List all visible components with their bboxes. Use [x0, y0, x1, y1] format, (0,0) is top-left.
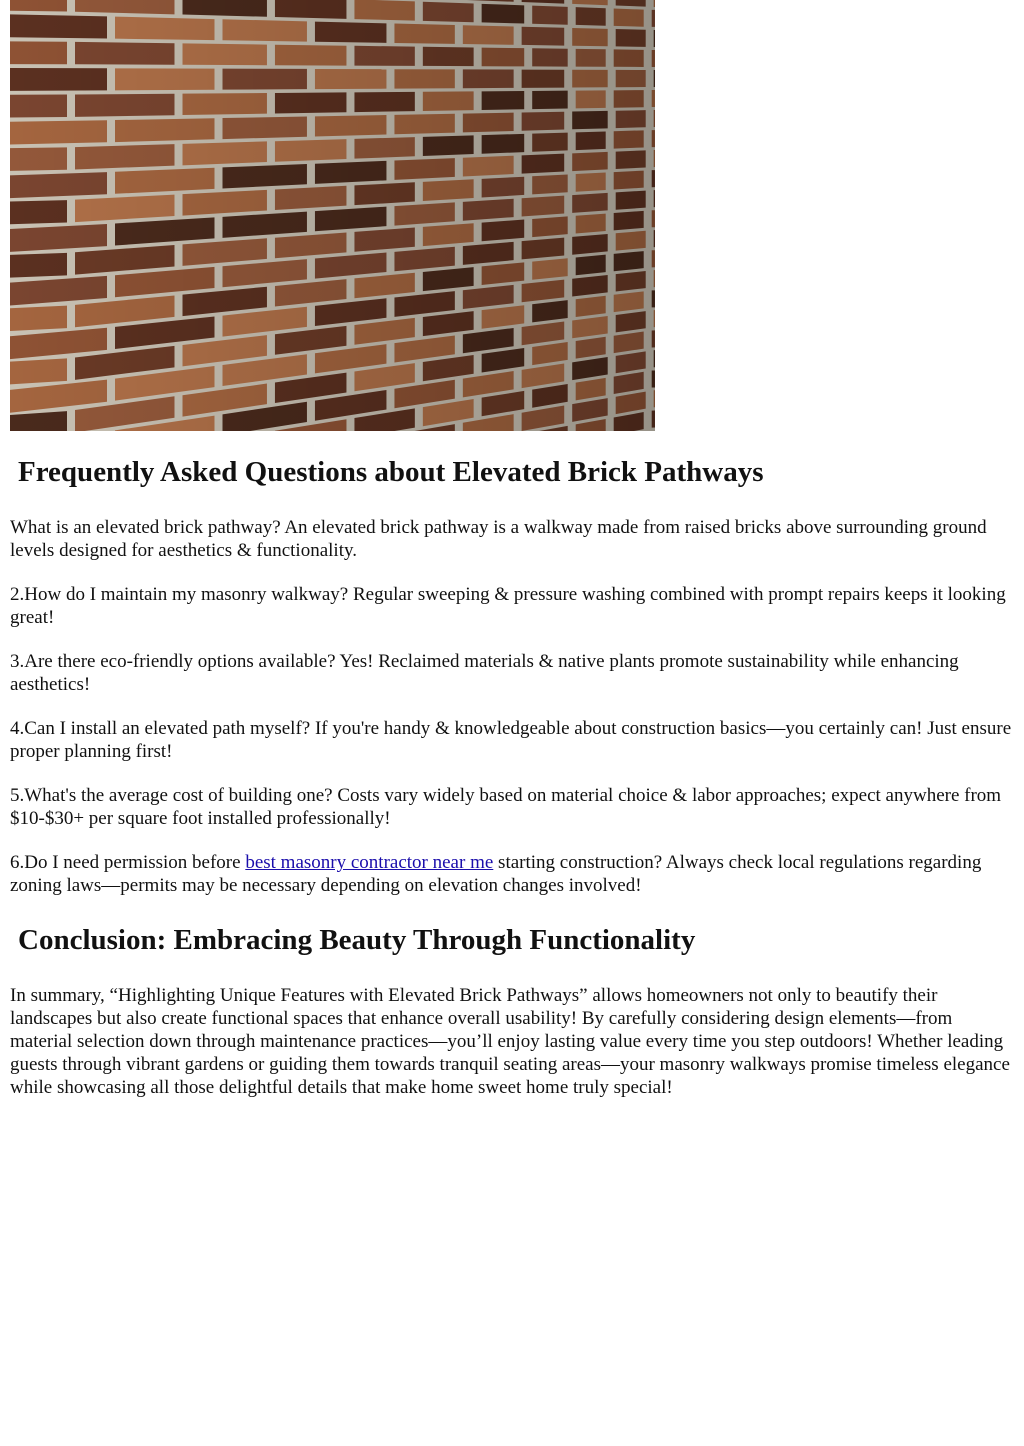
- faq-item-4: 4.Can I install an elevated path myself? If you're handy & knowledgeable about construction basics—you certainly can! Just ensure proper planning first!: [10, 718, 1012, 762]
- faq-item-1: What is an elevated brick pathway? An elevated brick pathway is a walkway made from raised bricks above surrounding ground levels designed for aesthetics & functionality.: [10, 517, 987, 561]
- conclusion-heading: Conclusion: Embracing Beauty Through Functionality: [18, 924, 696, 956]
- brick-wall-graphic: [10, 0, 655, 431]
- faq-heading: Frequently Asked Questions about Elevated Brick Pathways: [18, 456, 764, 488]
- faq-item-6-before: 6.Do I need permission before: [10, 852, 246, 873]
- faq-item-6: [10, 851, 1016, 897]
- brick-wall-image: [10, 0, 655, 431]
- faq-item-5: 5.What's the average cost of building one? Costs vary widely based on material choice & labor approaches; expect anywhere from $10-$30+ per square foot installed professionally!: [10, 785, 1002, 829]
- faq-item-2: 2.How do I maintain my masonry walkway? Regular sweeping & pressure washing combined with prompt repairs keeps it looking great!: [10, 584, 1006, 628]
- faq-item-3: 3.Are there eco-friendly options available? Yes! Reclaimed materials & native plants promote sustainability while enhancing aesthetics!: [10, 651, 959, 695]
- conclusion-paragraph: In summary, “Highlighting Unique Features with Elevated Brick Pathways” allows homeowners not only to beautify their landscapes but also create functional spaces that enhance overall usability! By carefully considering design elements—from material selection down through maintenance practices—you’ll enjoy lasting value every time you step outdoors! Whether leading guests through vibrant gardens or guiding them towards tranquil seating areas—your masonry walkways promise timeless elegance while showcasing all those delightful details that make home sweet home truly special!: [10, 985, 1010, 1098]
- faq-item-6-after: starting construction? Always check local regulations regarding zoning laws—permits may be necessary depending on elevation changes involved!: [10, 852, 982, 896]
- masonry-contractor-link[interactable]: best masonry contractor near me: [245, 852, 494, 873]
